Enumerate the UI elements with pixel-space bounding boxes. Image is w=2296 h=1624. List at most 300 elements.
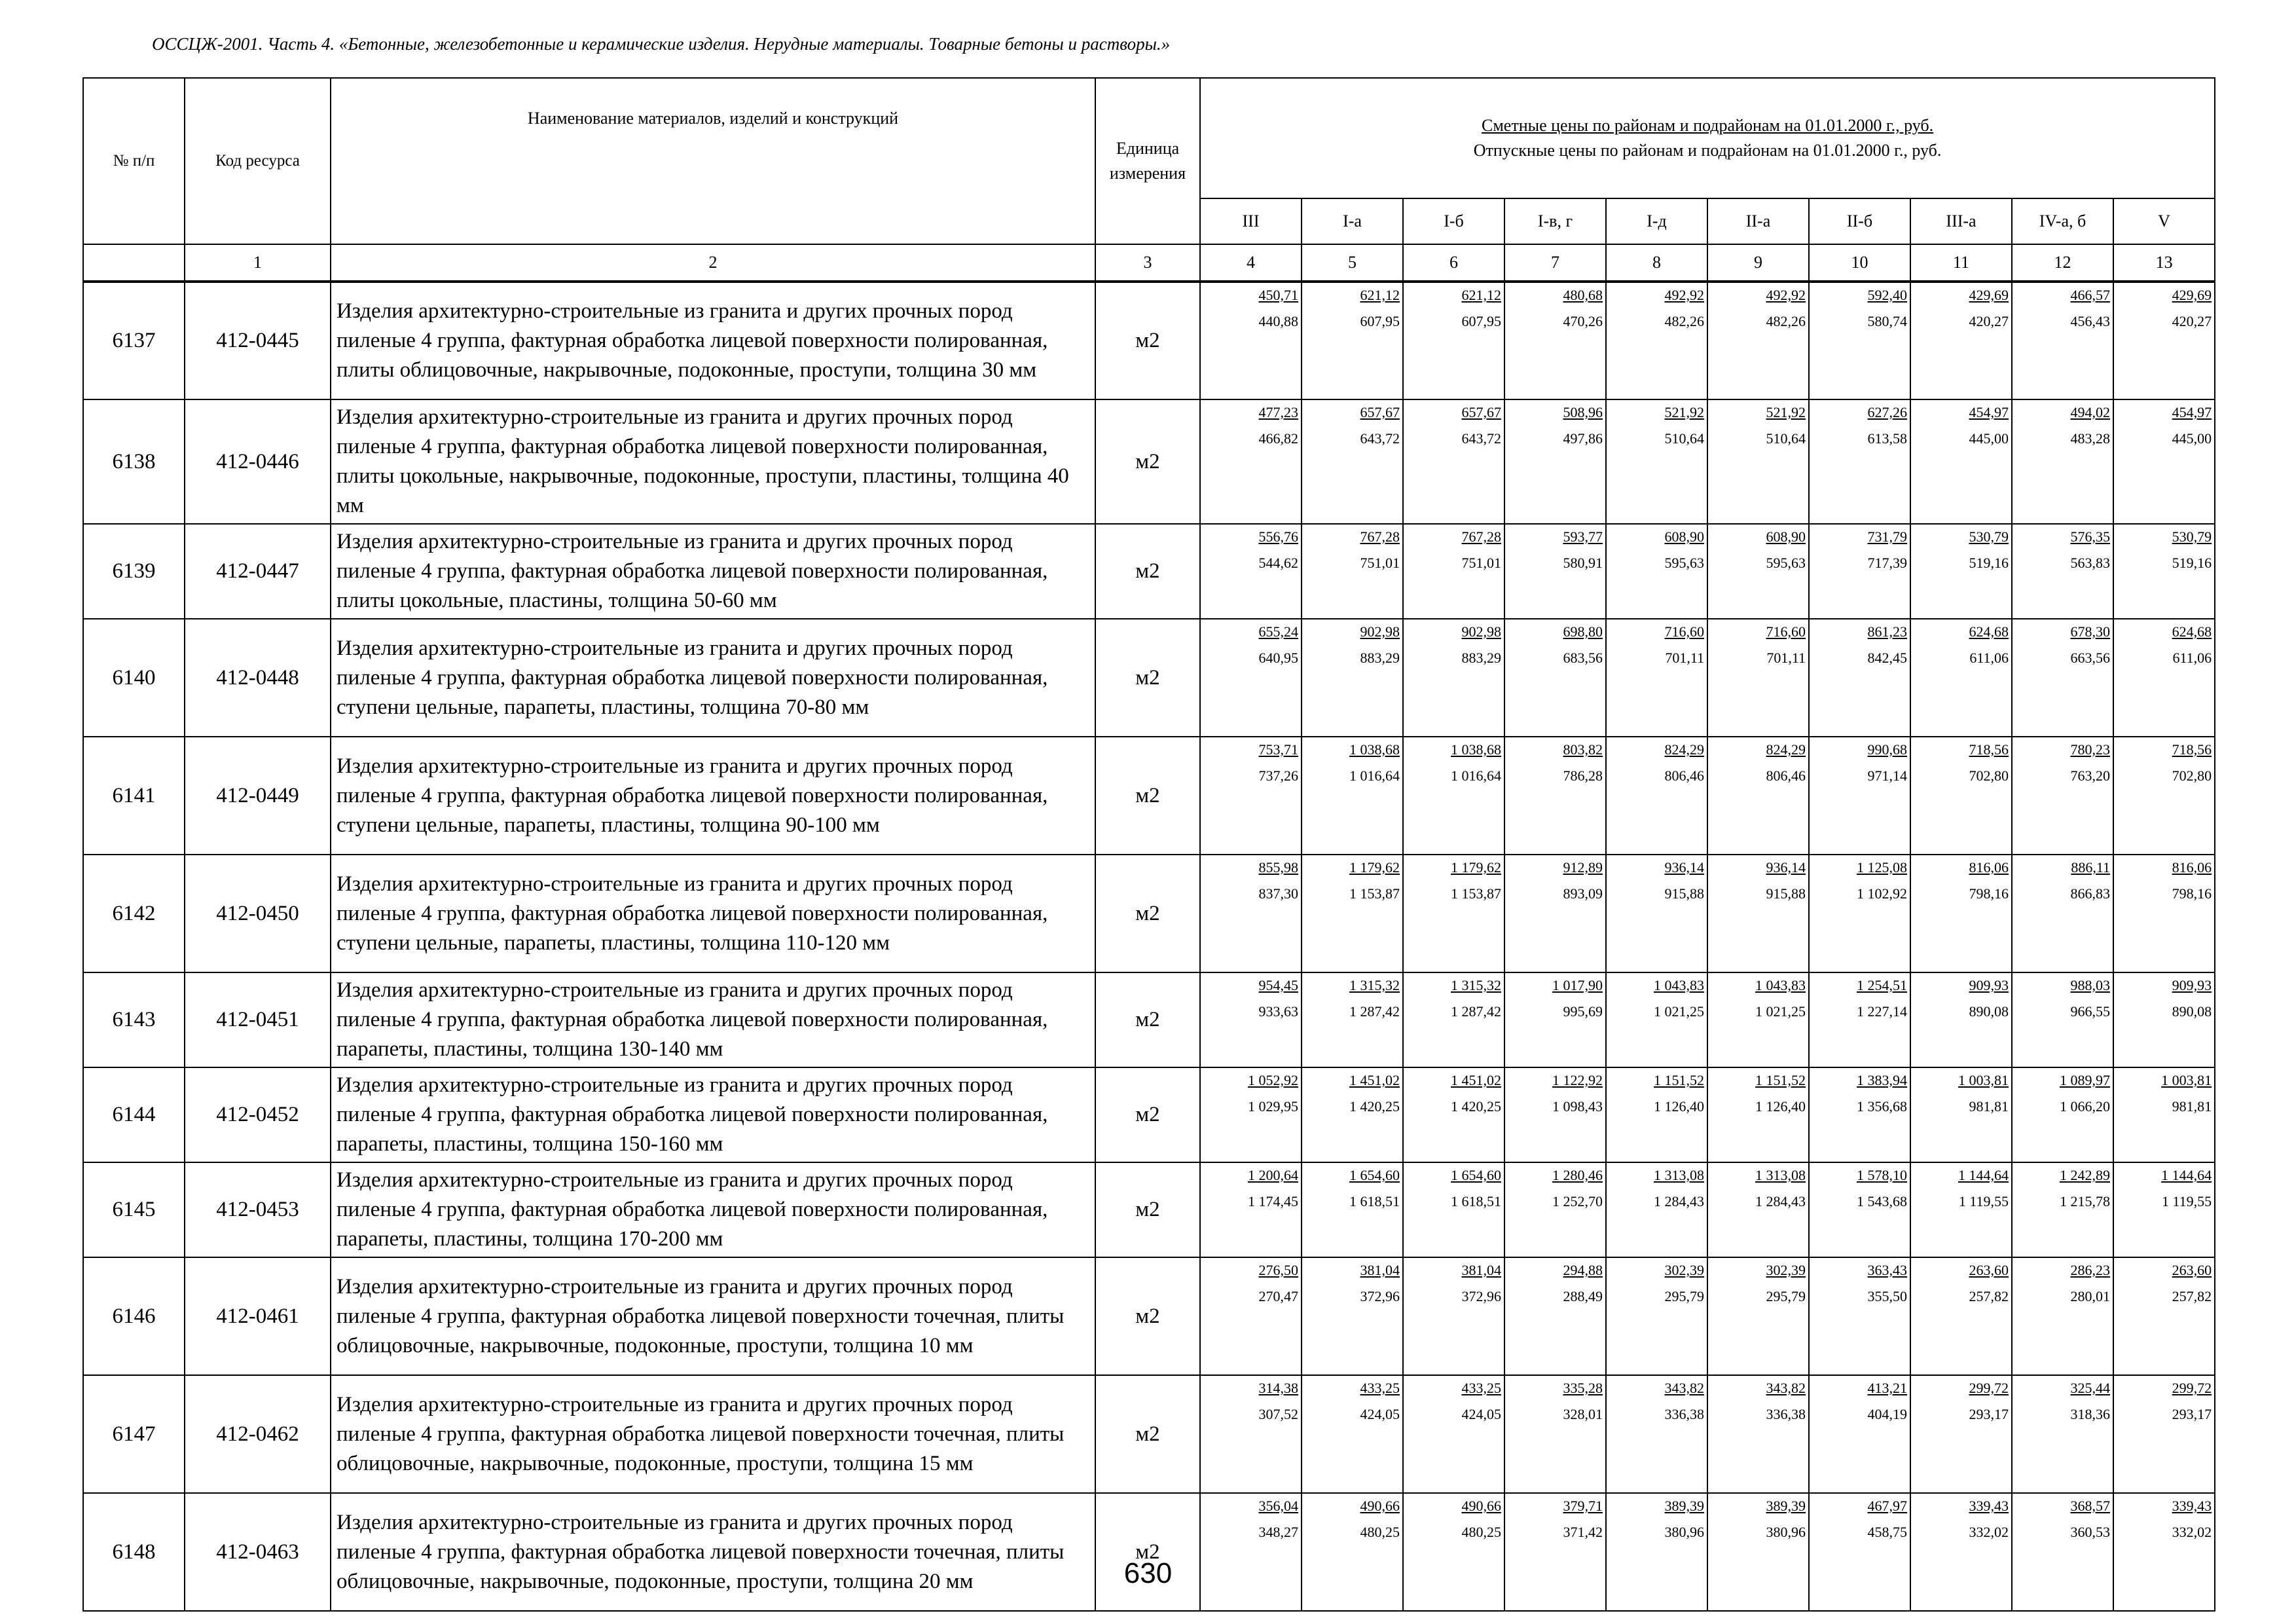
release-price: 445,00	[2172, 430, 2212, 447]
price-cell	[1302, 619, 1403, 737]
estimate-price: 621,12	[1461, 287, 1501, 303]
estimate-price: 716,60	[1766, 623, 1806, 640]
table-row	[83, 855, 2215, 972]
release-price: 293,17	[2172, 1406, 2212, 1422]
release-price: 1 029,95	[1248, 1098, 1298, 1115]
release-price: 483,28	[2070, 430, 2110, 447]
estimate-price: 912,89	[1563, 859, 1603, 876]
price-cell	[1302, 399, 1403, 524]
estimate-price: 1 451,02	[1451, 1072, 1501, 1088]
estimate-price: 592,40	[1867, 287, 1907, 303]
release-price: 837,30	[1258, 885, 1298, 902]
region-header: II-б	[1809, 198, 1910, 244]
estimate-price: 1 151,52	[1654, 1072, 1704, 1088]
price-cell	[1403, 1162, 1504, 1257]
price-cell	[2113, 1493, 2215, 1611]
estimate-price: 767,28	[1461, 528, 1501, 545]
estimate-price: 1 043,83	[1755, 977, 1806, 993]
estimate-price: 1 089,97	[2060, 1072, 2110, 1088]
estimate-price: 936,14	[1766, 859, 1806, 876]
price-cell	[1606, 1493, 1707, 1611]
release-price: 1 227,14	[1857, 1003, 1907, 1020]
estimate-price: 1 280,46	[1552, 1167, 1603, 1183]
table-head	[83, 78, 2215, 282]
estimate-price: 593,77	[1563, 528, 1603, 545]
estimate-price: 343,82	[1664, 1380, 1704, 1396]
release-price: 751,01	[1360, 555, 1400, 571]
estimate-price: 276,50	[1258, 1262, 1298, 1278]
column-index: 11	[1910, 244, 2012, 282]
release-price: 456,43	[2070, 313, 2110, 329]
price-cell	[1504, 1257, 1606, 1375]
estimate-price: 379,71	[1563, 1498, 1603, 1514]
release-price: 1 016,64	[1451, 767, 1501, 784]
material-name: Изделия архитектурно-строительные из гранита и других прочных пород пиленые 4 группа, фактурная обработка лицевой поверхности полированная, парапеты, пластины, толщина 130-140 мм	[331, 972, 1095, 1067]
estimate-price: 433,25	[1461, 1380, 1501, 1396]
price-cell	[1606, 1162, 1707, 1257]
region-header: I-в, г	[1504, 198, 1606, 244]
release-price: 933,63	[1258, 1003, 1298, 1020]
price-cell	[1910, 1375, 2012, 1493]
release-price: 480,25	[1360, 1524, 1400, 1540]
release-price: 580,74	[1867, 313, 1907, 329]
price-cell	[1403, 282, 1504, 399]
unit-of-measure: м2	[1095, 855, 1200, 972]
column-index: 3	[1095, 244, 1200, 282]
estimate-price: 657,67	[1360, 404, 1400, 420]
estimate-price: 936,14	[1664, 859, 1704, 876]
release-price: 1 618,51	[1349, 1193, 1400, 1209]
estimate-price: 492,92	[1664, 287, 1704, 303]
release-price: 643,72	[1360, 430, 1400, 447]
release-price: 404,19	[1867, 1406, 1907, 1422]
release-price: 883,29	[1461, 650, 1501, 666]
release-price: 890,08	[1969, 1003, 2009, 1020]
estimate-price: 1 654,60	[1451, 1167, 1501, 1183]
estimate-price: 314,38	[1258, 1380, 1298, 1396]
price-cell	[2113, 737, 2215, 855]
price-cell	[1910, 1162, 2012, 1257]
estimate-price: 657,67	[1461, 404, 1501, 420]
estimate-price: 433,25	[1360, 1380, 1400, 1396]
price-cell	[1504, 282, 1606, 399]
price-table	[82, 77, 2215, 1612]
estimate-price: 521,92	[1664, 404, 1704, 420]
estimate-price: 286,23	[2070, 1262, 2110, 1278]
estimate-price: 1 144,64	[2161, 1167, 2212, 1183]
price-cell	[1200, 1257, 1302, 1375]
estimate-price: 521,92	[1766, 404, 1806, 420]
region-header: IV-а, б	[2012, 198, 2113, 244]
region-header: III-а	[1910, 198, 2012, 244]
release-price: 420,27	[1969, 313, 2009, 329]
region-header: V	[2113, 198, 2215, 244]
row-number: 6146	[83, 1257, 185, 1375]
resource-code: 412-0453	[185, 1162, 331, 1257]
price-cell	[2012, 1493, 2113, 1611]
price-cell	[1910, 619, 2012, 737]
price-cell	[1707, 524, 1809, 619]
estimate-price: 1 315,32	[1451, 977, 1501, 993]
price-cell	[1809, 1493, 1910, 1611]
column-index: 6	[1403, 244, 1504, 282]
estimate-price: 1 315,32	[1349, 977, 1400, 993]
column-index: 8	[1606, 244, 1707, 282]
estimate-price: 753,71	[1258, 741, 1298, 758]
estimate-price: 1 038,68	[1451, 741, 1501, 758]
estimate-price: 363,43	[1867, 1262, 1907, 1278]
price-cell	[1606, 855, 1707, 972]
price-cell	[1403, 972, 1504, 1067]
release-price: 295,79	[1766, 1288, 1806, 1304]
release-price: 257,82	[2172, 1288, 2212, 1304]
release-price: 893,09	[1563, 885, 1603, 902]
row-number: 6138	[83, 399, 185, 524]
release-price: 611,06	[1969, 650, 2009, 666]
unit-of-measure: м2	[1095, 1162, 1200, 1257]
estimate-price: 731,79	[1867, 528, 1907, 545]
release-price: 466,82	[1258, 430, 1298, 447]
price-cell	[1504, 1067, 1606, 1162]
release-price: 1 126,40	[1755, 1098, 1806, 1115]
release-price: 288,49	[1563, 1288, 1603, 1304]
unit-of-measure: м2	[1095, 737, 1200, 855]
release-price: 1 174,45	[1248, 1193, 1298, 1209]
estimate-price: 678,30	[2070, 623, 2110, 640]
release-price: 372,96	[1461, 1288, 1501, 1304]
price-cell	[1504, 399, 1606, 524]
material-name: Изделия архитектурно-строительные из гранита и других прочных пород пиленые 4 группа, фактурная обработка лицевой поверхности точечная, плиты облицовочные, накрывочные, подоконные, проступи, толщина 15 мм	[331, 1375, 1095, 1493]
release-price: 607,95	[1461, 313, 1501, 329]
release-price: 510,64	[1766, 430, 1806, 447]
resource-code: 412-0447	[185, 524, 331, 619]
estimate-price: 508,96	[1563, 404, 1603, 420]
price-cell	[1403, 619, 1504, 737]
release-price: 458,75	[1867, 1524, 1907, 1540]
release-price: 1 287,42	[1349, 1003, 1400, 1020]
release-price: 482,26	[1664, 313, 1704, 329]
unit-of-measure: м2	[1095, 282, 1200, 399]
estimate-price: 909,93	[2172, 977, 2212, 993]
row-number: 6140	[83, 619, 185, 737]
release-price: 1 021,25	[1755, 1003, 1806, 1020]
estimate-price: 718,56	[2172, 741, 2212, 758]
estimate-price: 299,72	[2172, 1380, 2212, 1396]
table-row	[83, 1257, 2215, 1375]
row-number: 6143	[83, 972, 185, 1067]
estimate-price: 1 242,89	[2060, 1167, 2110, 1183]
col-header-code: Код ресурса	[185, 78, 331, 244]
estimate-price: 902,98	[1461, 623, 1501, 640]
material-name: Изделия архитектурно-строительные из гранита и других прочных пород пиленые 4 группа, фактурная обработка лицевой поверхности полированная, плиты цокольные, пластины, толщина 50-60 мм	[331, 524, 1095, 619]
release-price: 640,95	[1258, 650, 1298, 666]
estimate-price: 627,26	[1867, 404, 1907, 420]
release-price: 763,20	[2070, 767, 2110, 784]
price-cell	[2012, 1162, 2113, 1257]
estimate-price: 816,06	[1969, 859, 2009, 876]
price-cell	[1707, 972, 1809, 1067]
price-cell	[1707, 1162, 1809, 1257]
column-index: 10	[1809, 244, 1910, 282]
estimate-price: 450,71	[1258, 287, 1298, 303]
estimate-price: 1 313,08	[1654, 1167, 1704, 1183]
price-cell	[1403, 399, 1504, 524]
table-row	[83, 619, 2215, 737]
estimate-price: 1 179,62	[1349, 859, 1400, 876]
estimate-price: 299,72	[1969, 1380, 2009, 1396]
release-price: 1 119,55	[1958, 1193, 2009, 1209]
release-price: 257,82	[1969, 1288, 2009, 1304]
row-number: 6139	[83, 524, 185, 619]
price-cell	[1809, 399, 1910, 524]
release-price: 1 153,87	[1349, 885, 1400, 902]
price-cell	[1302, 737, 1403, 855]
col-header-unit: Единица измерения	[1095, 78, 1200, 244]
estimate-price: 780,23	[2070, 741, 2110, 758]
release-price: 519,16	[1969, 555, 2009, 571]
release-price: 798,16	[2172, 885, 2212, 902]
estimate-price: 1 654,60	[1349, 1167, 1400, 1183]
price-cell	[1302, 1493, 1403, 1611]
price-cell	[1200, 399, 1302, 524]
unit-of-measure: м2	[1095, 1257, 1200, 1375]
price-cell	[2113, 1375, 2215, 1493]
price-cell	[2113, 1257, 2215, 1375]
resource-code: 412-0449	[185, 737, 331, 855]
release-price: 1 119,55	[2161, 1193, 2212, 1209]
estimate-price: 1 313,08	[1755, 1167, 1806, 1183]
release-price: 380,96	[1766, 1524, 1806, 1540]
price-cell	[1707, 282, 1809, 399]
col-header-prices-estimate: Сметные цены по районам и подрайонам на 01.01.2000 г., руб.	[1482, 116, 1934, 135]
release-price: 663,56	[2070, 650, 2110, 666]
resource-code: 412-0445	[185, 282, 331, 399]
release-price: 544,62	[1258, 555, 1298, 571]
material-name: Изделия архитектурно-строительные из гранита и других прочных пород пиленые 4 группа, фактурная обработка лицевой поверхности полированная, ступени цельные, парапеты, пластины, толщина 90-100 мм	[331, 737, 1095, 855]
estimate-price: 608,90	[1664, 528, 1704, 545]
estimate-price: 1 151,52	[1755, 1072, 1806, 1088]
price-cell	[1504, 1375, 1606, 1493]
release-price: 440,88	[1258, 313, 1298, 329]
region-header: II-а	[1707, 198, 1809, 244]
release-price: 318,36	[2070, 1406, 2110, 1422]
release-price: 717,39	[1867, 555, 1907, 571]
release-price: 470,26	[1563, 313, 1603, 329]
material-name: Изделия архитектурно-строительные из гранита и других прочных пород пиленые 4 группа, фактурная обработка лицевой поверхности полированная, ступени цельные, парапеты, пластины, толщина 110-120 мм	[331, 855, 1095, 972]
price-cell	[1809, 1257, 1910, 1375]
estimate-price: 302,39	[1766, 1262, 1806, 1278]
estimate-price: 767,28	[1360, 528, 1400, 545]
table-row	[83, 399, 2215, 524]
release-price: 480,25	[1461, 1524, 1501, 1540]
price-cell	[1504, 972, 1606, 1067]
price-cell	[1302, 1257, 1403, 1375]
table-row	[83, 1493, 2215, 1611]
price-cell	[1606, 619, 1707, 737]
release-price: 380,96	[1664, 1524, 1704, 1540]
region-header: I-б	[1403, 198, 1504, 244]
release-price: 737,26	[1258, 767, 1298, 784]
material-name: Изделия архитектурно-строительные из гранита и других прочных пород пиленые 4 группа, фактурная обработка лицевой поверхности точечная, плиты облицовочные, накрывочные, подоконные, проступи, толщина 10 мм	[331, 1257, 1095, 1375]
price-cell	[1504, 1162, 1606, 1257]
price-cell	[1606, 737, 1707, 855]
release-price: 307,52	[1258, 1406, 1298, 1422]
release-price: 981,81	[1969, 1098, 2009, 1115]
estimate-price: 492,92	[1766, 287, 1806, 303]
release-price: 510,64	[1664, 430, 1704, 447]
table-row	[83, 282, 2215, 399]
row-number: 6147	[83, 1375, 185, 1493]
release-price: 360,53	[2070, 1524, 2110, 1540]
estimate-price: 339,43	[2172, 1498, 2212, 1514]
release-price: 1 284,43	[1654, 1193, 1704, 1209]
estimate-price: 302,39	[1664, 1262, 1704, 1278]
estimate-price: 954,45	[1258, 977, 1298, 993]
price-cell	[2012, 1375, 2113, 1493]
release-price: 497,86	[1563, 430, 1603, 447]
release-price: 355,50	[1867, 1288, 1907, 1304]
release-price: 607,95	[1360, 313, 1400, 329]
estimate-price: 909,93	[1969, 977, 2009, 993]
estimate-price: 335,28	[1563, 1380, 1603, 1396]
price-cell	[1606, 282, 1707, 399]
column-index: 1	[185, 244, 331, 282]
release-price: 786,28	[1563, 767, 1603, 784]
release-price: 424,05	[1360, 1406, 1400, 1422]
release-price: 883,29	[1360, 650, 1400, 666]
material-name: Изделия архитектурно-строительные из гранита и других прочных пород пиленые 4 группа, фактурная обработка лицевой поверхности полированная, ступени цельные, парапеты, пластины, толщина 70-80 мм	[331, 619, 1095, 737]
release-price: 332,02	[1969, 1524, 2009, 1540]
price-cell	[2113, 524, 2215, 619]
resource-code: 412-0451	[185, 972, 331, 1067]
price-cell	[1403, 855, 1504, 972]
estimate-price: 530,79	[2172, 528, 2212, 545]
release-price: 915,88	[1766, 885, 1806, 902]
price-cell	[2012, 399, 2113, 524]
price-cell	[1302, 524, 1403, 619]
resource-code: 412-0448	[185, 619, 331, 737]
price-cell	[1809, 855, 1910, 972]
estimate-price: 621,12	[1360, 287, 1400, 303]
estimate-price: 466,57	[2070, 287, 2110, 303]
estimate-price: 1 451,02	[1349, 1072, 1400, 1088]
release-price: 611,06	[2172, 650, 2212, 666]
price-cell	[1504, 524, 1606, 619]
release-price: 751,01	[1461, 555, 1501, 571]
release-price: 806,46	[1766, 767, 1806, 784]
price-cell	[1200, 855, 1302, 972]
estimate-price: 530,79	[1969, 528, 2009, 545]
release-price: 563,83	[2070, 555, 2110, 571]
price-cell	[1403, 1493, 1504, 1611]
release-price: 1 215,78	[2060, 1193, 2110, 1209]
price-cell	[1707, 1375, 1809, 1493]
release-price: 890,08	[2172, 1003, 2212, 1020]
release-price: 1 066,20	[2060, 1098, 2110, 1115]
unit-of-measure: м2	[1095, 972, 1200, 1067]
release-price: 295,79	[1664, 1288, 1704, 1304]
material-name: Изделия архитектурно-строительные из гранита и других прочных пород пиленые 4 группа, фактурная обработка лицевой поверхности полированная, парапеты, пластины, толщина 150-160 мм	[331, 1067, 1095, 1162]
price-cell	[1200, 524, 1302, 619]
price-cell	[2012, 855, 2113, 972]
table-body	[83, 282, 2215, 1611]
price-cell	[1504, 1493, 1606, 1611]
price-cell	[1200, 1493, 1302, 1611]
release-price: 293,17	[1969, 1406, 2009, 1422]
estimate-price: 716,60	[1664, 623, 1704, 640]
material-name: Изделия архитектурно-строительные из гранита и других прочных пород пиленые 4 группа, фактурная обработка лицевой поверхности полированная, плиты цокольные, накрывочные, подоконные, проступи, пластины, толщина 40 мм	[331, 399, 1095, 524]
estimate-price: 454,97	[1969, 404, 2009, 420]
release-price: 1 098,43	[1552, 1098, 1603, 1115]
estimate-price: 381,04	[1461, 1262, 1501, 1278]
estimate-price: 429,69	[2172, 287, 2212, 303]
release-price: 336,38	[1766, 1406, 1806, 1422]
release-price: 372,96	[1360, 1288, 1400, 1304]
table-row	[83, 1375, 2215, 1493]
estimate-price: 1 038,68	[1349, 741, 1400, 758]
release-price: 981,81	[2172, 1098, 2212, 1115]
estimate-price: 698,80	[1563, 623, 1603, 640]
release-price: 702,80	[1969, 767, 2009, 784]
estimate-price: 556,76	[1258, 528, 1298, 545]
release-price: 966,55	[2070, 1003, 2110, 1020]
price-cell	[1403, 1375, 1504, 1493]
estimate-price: 988,03	[2070, 977, 2110, 993]
estimate-price: 339,43	[1969, 1498, 2009, 1514]
column-index: 9	[1707, 244, 1809, 282]
estimate-price: 1 179,62	[1451, 859, 1501, 876]
price-cell	[2113, 1067, 2215, 1162]
row-number: 6145	[83, 1162, 185, 1257]
release-price: 683,56	[1563, 650, 1603, 666]
release-price: 482,26	[1766, 313, 1806, 329]
estimate-price: 429,69	[1969, 287, 2009, 303]
release-price: 842,45	[1867, 650, 1907, 666]
release-price: 701,11	[1766, 650, 1806, 666]
price-cell	[1707, 1067, 1809, 1162]
estimate-price: 454,97	[2172, 404, 2212, 420]
column-index-empty	[83, 244, 185, 282]
estimate-price: 1 200,64	[1248, 1167, 1298, 1183]
material-name: Изделия архитектурно-строительные из гранита и других прочных пород пиленые 4 группа, фактурная обработка лицевой поверхности полированная, плиты облицовочные, накрывочные, подоконные, проступи, толщина 30 мм	[331, 282, 1095, 399]
estimate-price: 1 003,81	[2161, 1072, 2212, 1088]
price-cell	[1200, 972, 1302, 1067]
estimate-price: 1 125,08	[1857, 859, 1907, 876]
price-cell	[2113, 399, 2215, 524]
release-price: 1 618,51	[1451, 1193, 1501, 1209]
estimate-price: 368,57	[2070, 1498, 2110, 1514]
estimate-price: 886,11	[2071, 859, 2110, 876]
price-cell	[1910, 1493, 2012, 1611]
estimate-price: 263,60	[2172, 1262, 2212, 1278]
price-cell	[2113, 1162, 2215, 1257]
release-price: 613,58	[1867, 430, 1907, 447]
release-price: 915,88	[1664, 885, 1704, 902]
release-price: 595,63	[1664, 555, 1704, 571]
estimate-price: 655,24	[1258, 623, 1298, 640]
release-price: 348,27	[1258, 1524, 1298, 1540]
col-header-name: Наименование материалов, изделий и конструкций	[331, 78, 1095, 244]
price-cell	[1809, 1162, 1910, 1257]
release-price: 280,01	[2070, 1288, 2110, 1304]
price-cell	[1403, 737, 1504, 855]
resource-code: 412-0463	[185, 1493, 331, 1611]
price-cell	[1200, 1067, 1302, 1162]
release-price: 519,16	[2172, 555, 2212, 571]
release-price: 1 420,25	[1451, 1098, 1501, 1115]
price-cell	[2113, 619, 2215, 737]
price-cell	[2012, 1257, 2113, 1375]
